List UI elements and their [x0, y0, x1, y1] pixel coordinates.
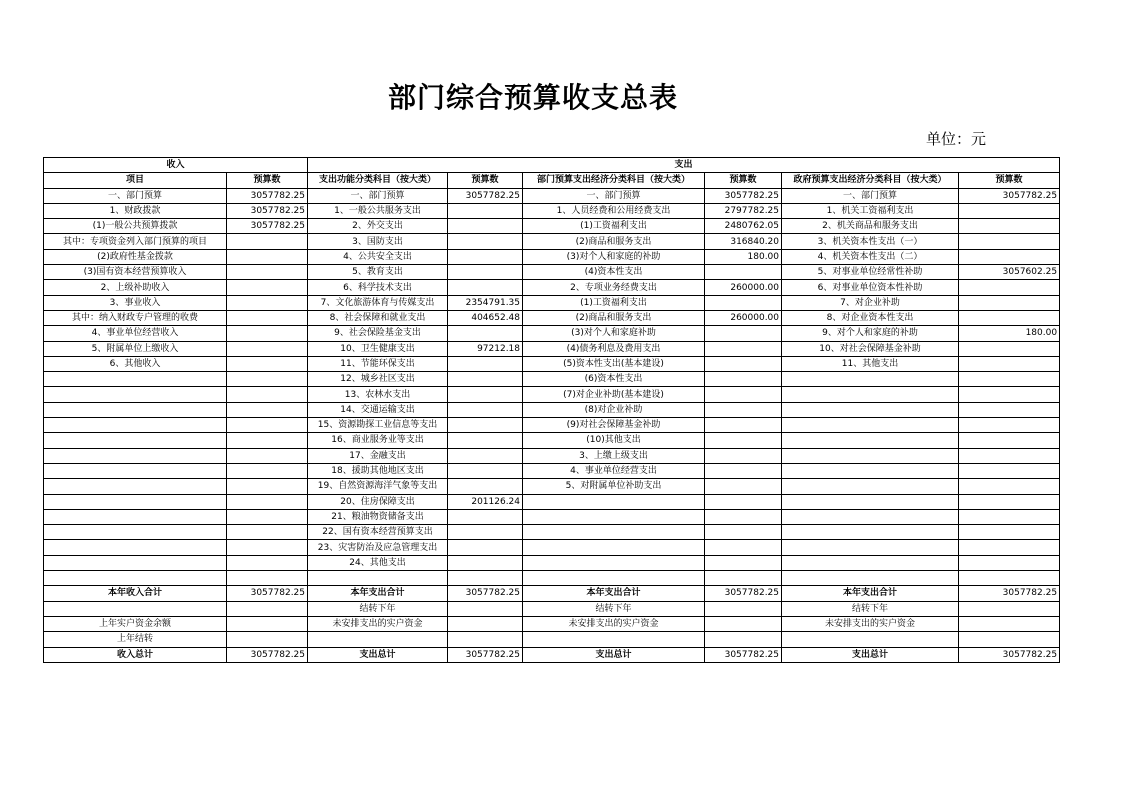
- income-budget-cell: [227, 479, 308, 494]
- dept-econ-item-cell: [523, 555, 705, 570]
- dept-econ-item-cell: 2、专项业务经费支出: [523, 280, 705, 295]
- table-row: [44, 295, 1060, 310]
- col-header-gov-econ-class: 政府预算支出经济分类科目（按大类）: [782, 173, 959, 188]
- dept-econ-item-cell: 5、对附属单位补助支出: [523, 479, 705, 494]
- dept-econ-budget-cell: [705, 418, 782, 433]
- income-item-cell: (2)政府性基金拨款: [44, 249, 227, 264]
- dept-econ-item-cell: (4)资本性支出: [523, 265, 705, 280]
- function-class-budget-cell: 3057782.25: [448, 188, 523, 203]
- dept-econ-budget-cell: [705, 601, 782, 616]
- dept-econ-item-cell: (10)其他支出: [523, 433, 705, 448]
- function-class-item-cell: 10、卫生健康支出: [308, 341, 448, 356]
- table-row: [44, 188, 1060, 203]
- income-budget-cell: [227, 571, 308, 586]
- gov-econ-item-cell: 1、机关工资福利支出: [782, 203, 959, 218]
- income-item-cell: [44, 433, 227, 448]
- gov-econ-budget-cell: [959, 632, 1060, 647]
- income-item-cell: [44, 387, 227, 402]
- dept-econ-budget-cell: [705, 540, 782, 555]
- dept-econ-item-cell: 未安排支出的实户资金: [523, 616, 705, 631]
- function-class-budget-cell: [448, 616, 523, 631]
- dept-econ-budget-cell: [705, 356, 782, 371]
- function-class-budget-cell: 3057782.25: [448, 647, 523, 662]
- function-class-item-cell: 16、商业服务业等支出: [308, 433, 448, 448]
- income-item-cell: [44, 540, 227, 555]
- dept-econ-budget-cell: [705, 402, 782, 417]
- income-item-cell: (1)一般公共预算拨款: [44, 219, 227, 234]
- dept-econ-item-cell: 一、部门预算: [523, 188, 705, 203]
- dept-econ-item-cell: [523, 525, 705, 540]
- table-row: [44, 479, 1060, 494]
- function-class-budget-cell: 97212.18: [448, 341, 523, 356]
- table-row: [44, 219, 1060, 234]
- gov-econ-budget-cell: [959, 310, 1060, 325]
- gov-econ-budget-cell: [959, 219, 1060, 234]
- gov-econ-item-cell: [782, 463, 959, 478]
- dept-econ-budget-cell: [705, 632, 782, 647]
- function-class-item-cell: 12、城乡社区支出: [308, 372, 448, 387]
- function-class-budget-cell: [448, 601, 523, 616]
- gov-econ-budget-cell: [959, 601, 1060, 616]
- col-header-budget: 预算数: [227, 173, 308, 188]
- dept-econ-item-cell: (3)对个人和家庭的补助: [523, 249, 705, 264]
- gov-econ-item-cell: [782, 555, 959, 570]
- income-budget-cell: [227, 509, 308, 524]
- income-budget-cell: [227, 265, 308, 280]
- dept-econ-budget-cell: [705, 571, 782, 586]
- dept-econ-budget-cell: 3057782.25: [705, 188, 782, 203]
- carry-forward-row: [44, 601, 1060, 616]
- table-row: [44, 402, 1060, 417]
- dept-econ-item-cell: [523, 509, 705, 524]
- function-class-budget-cell: 3057782.25: [448, 586, 523, 601]
- income-item-cell: 一、部门预算: [44, 188, 227, 203]
- income-item-cell: [44, 525, 227, 540]
- function-class-budget-cell: [448, 249, 523, 264]
- gov-econ-budget-cell: [959, 372, 1060, 387]
- table-row: [44, 326, 1060, 341]
- income-item-cell: [44, 418, 227, 433]
- function-class-item-cell: 13、农林水支出: [308, 387, 448, 402]
- gov-econ-budget-cell: [959, 448, 1060, 463]
- function-class-item-cell: 21、粮油物资储备支出: [308, 509, 448, 524]
- dept-econ-item-cell: [523, 540, 705, 555]
- income-budget-cell: 3057782.25: [227, 219, 308, 234]
- gov-econ-item-cell: 8、对企业资本性支出: [782, 310, 959, 325]
- income-budget-cell: 3057782.25: [227, 647, 308, 662]
- gov-econ-item-cell: 5、对事业单位经常性补助: [782, 265, 959, 280]
- table-row: [44, 494, 1060, 509]
- dept-econ-budget-cell: 260000.00: [705, 310, 782, 325]
- function-class-budget-cell: [448, 265, 523, 280]
- income-item-cell: [44, 402, 227, 417]
- gov-econ-budget-cell: [959, 525, 1060, 540]
- expense-header: 支出: [308, 158, 1060, 173]
- table-row: [44, 341, 1060, 356]
- dept-econ-budget-cell: [705, 479, 782, 494]
- page-title: 部门综合预算收支总表: [387, 81, 678, 114]
- dept-econ-item-cell: (1)工资福利支出: [523, 219, 705, 234]
- function-class-budget-cell: 201126.24: [448, 494, 523, 509]
- dept-econ-budget-cell: [705, 448, 782, 463]
- income-budget-cell: [227, 418, 308, 433]
- gov-econ-item-cell: 10、对社会保障基金补助: [782, 341, 959, 356]
- function-class-item-cell: 7、文化旅游体育与传媒支出: [308, 295, 448, 310]
- function-class-item-cell: [308, 632, 448, 647]
- dept-econ-item-cell: 本年支出合计: [523, 586, 705, 601]
- income-item-cell: 6、其他收入: [44, 356, 227, 371]
- prior-carry-row: [44, 632, 1060, 647]
- income-budget-cell: 3057782.25: [227, 586, 308, 601]
- function-class-budget-cell: [448, 509, 523, 524]
- gov-econ-budget-cell: [959, 356, 1060, 371]
- gov-econ-item-cell: [782, 525, 959, 540]
- prior-balance-row: [44, 616, 1060, 631]
- income-budget-cell: [227, 540, 308, 555]
- dept-econ-item-cell: 4、事业单位经营支出: [523, 463, 705, 478]
- function-class-item-cell: 5、教育支出: [308, 265, 448, 280]
- dept-econ-item-cell: (8)对企业补助: [523, 402, 705, 417]
- function-class-budget-cell: [448, 372, 523, 387]
- income-item-cell: (3)国有资本经营预算收入: [44, 265, 227, 280]
- function-class-item-cell: 20、住房保障支出: [308, 494, 448, 509]
- dept-econ-budget-cell: [705, 433, 782, 448]
- table-row: [44, 555, 1060, 570]
- function-class-item-cell: 一、部门预算: [308, 188, 448, 203]
- income-budget-cell: [227, 387, 308, 402]
- function-class-item-cell: 未安排支出的实户资金: [308, 616, 448, 631]
- col-header-budget: 预算数: [705, 173, 782, 188]
- dept-econ-item-cell: [523, 632, 705, 647]
- gov-econ-budget-cell: 3057782.25: [959, 188, 1060, 203]
- function-class-item-cell: 2、外交支出: [308, 219, 448, 234]
- dept-econ-budget-cell: [705, 555, 782, 570]
- col-header-budget: 预算数: [959, 173, 1060, 188]
- gov-econ-budget-cell: 3057602.25: [959, 265, 1060, 280]
- dept-econ-budget-cell: 3057782.25: [705, 586, 782, 601]
- function-class-item-cell: 3、国防支出: [308, 234, 448, 249]
- income-item-cell: 收入总计: [44, 647, 227, 662]
- function-class-budget-cell: [448, 280, 523, 295]
- dept-econ-budget-cell: [705, 463, 782, 478]
- gov-econ-item-cell: 7、对企业补助: [782, 295, 959, 310]
- table-row: [44, 280, 1060, 295]
- gov-econ-item-cell: 一、部门预算: [782, 188, 959, 203]
- function-class-budget-cell: [448, 234, 523, 249]
- function-class-item-cell: 8、社会保障和就业支出: [308, 310, 448, 325]
- income-budget-cell: [227, 601, 308, 616]
- function-class-item-cell: 18、援助其他地区支出: [308, 463, 448, 478]
- dept-econ-item-cell: (1)工资福利支出: [523, 295, 705, 310]
- function-class-budget-cell: [448, 555, 523, 570]
- income-item-cell: 1、财政拨款: [44, 203, 227, 218]
- function-class-budget-cell: [448, 387, 523, 402]
- income-budget-cell: [227, 295, 308, 310]
- function-class-budget-cell: [448, 326, 523, 341]
- function-class-item-cell: 本年支出合计: [308, 586, 448, 601]
- table-row: [44, 265, 1060, 280]
- gov-econ-item-cell: 本年支出合计: [782, 586, 959, 601]
- function-class-item-cell: [308, 571, 448, 586]
- dept-econ-budget-cell: [705, 525, 782, 540]
- function-class-budget-cell: [448, 203, 523, 218]
- income-budget-cell: [227, 555, 308, 570]
- gov-econ-item-cell: 11、其他支出: [782, 356, 959, 371]
- income-budget-cell: [227, 280, 308, 295]
- function-class-item-cell: 支出总计: [308, 647, 448, 662]
- gov-econ-budget-cell: [959, 494, 1060, 509]
- gov-econ-budget-cell: [959, 463, 1060, 478]
- function-class-item-cell: 11、节能环保支出: [308, 356, 448, 371]
- income-budget-cell: [227, 372, 308, 387]
- gov-econ-item-cell: [782, 571, 959, 586]
- dept-econ-item-cell: (5)资本性支出(基本建设): [523, 356, 705, 371]
- table-row: [44, 372, 1060, 387]
- income-item-cell: [44, 601, 227, 616]
- table-row: [44, 418, 1060, 433]
- table-row: [44, 509, 1060, 524]
- function-class-item-cell: 15、资源勘探工业信息等支出: [308, 418, 448, 433]
- function-class-budget-cell: [448, 571, 523, 586]
- table-row: [44, 387, 1060, 402]
- income-item-cell: 4、事业单位经营收入: [44, 326, 227, 341]
- income-item-cell: [44, 494, 227, 509]
- function-class-budget-cell: 404652.48: [448, 310, 523, 325]
- dept-econ-budget-cell: 260000.00: [705, 280, 782, 295]
- gov-econ-item-cell: [782, 372, 959, 387]
- income-item-cell: 其中：纳入财政专户管理的收费: [44, 310, 227, 325]
- gov-econ-item-cell: [782, 479, 959, 494]
- budget-table: [43, 157, 1060, 663]
- gov-econ-budget-cell: [959, 280, 1060, 295]
- income-item-cell: [44, 509, 227, 524]
- income-item-cell: 2、上级补助收入: [44, 280, 227, 295]
- dept-econ-item-cell: (7)对企业补助(基本建设): [523, 387, 705, 402]
- function-class-budget-cell: [448, 219, 523, 234]
- function-class-item-cell: 1、一般公共服务支出: [308, 203, 448, 218]
- dept-econ-item-cell: (2)商品和服务支出: [523, 310, 705, 325]
- income-item-cell: 3、事业收入: [44, 295, 227, 310]
- dept-econ-budget-cell: 3057782.25: [705, 647, 782, 662]
- gov-econ-budget-cell: [959, 402, 1060, 417]
- function-class-budget-cell: [448, 479, 523, 494]
- dept-econ-item-cell: [523, 571, 705, 586]
- gov-econ-item-cell: 支出总计: [782, 647, 959, 662]
- function-class-item-cell: 24、其他支出: [308, 555, 448, 570]
- income-budget-cell: [227, 494, 308, 509]
- dept-econ-budget-cell: [705, 509, 782, 524]
- gov-econ-item-cell: [782, 494, 959, 509]
- gov-econ-budget-cell: [959, 418, 1060, 433]
- col-header-dept-econ-class: 部门预算支出经济分类科目（按大类）: [523, 173, 705, 188]
- income-budget-cell: [227, 616, 308, 631]
- col-header-budget: 预算数: [448, 173, 523, 188]
- income-item-cell: [44, 555, 227, 570]
- income-budget-cell: [227, 448, 308, 463]
- income-budget-cell: [227, 632, 308, 647]
- gov-econ-item-cell: [782, 402, 959, 417]
- gov-econ-item-cell: [782, 632, 959, 647]
- function-class-budget-cell: [448, 448, 523, 463]
- dept-econ-budget-cell: [705, 326, 782, 341]
- section-header-row: [44, 158, 1060, 173]
- function-class-budget-cell: [448, 632, 523, 647]
- table-row: [44, 540, 1060, 555]
- gov-econ-budget-cell: [959, 341, 1060, 356]
- dept-econ-item-cell: (3)对个人和家庭补助: [523, 326, 705, 341]
- income-budget-cell: [227, 341, 308, 356]
- income-item-cell: [44, 479, 227, 494]
- dept-econ-budget-cell: [705, 494, 782, 509]
- income-budget-cell: [227, 402, 308, 417]
- grand-total-row: [44, 647, 1060, 662]
- column-header-row: [44, 173, 1060, 188]
- income-budget-cell: [227, 326, 308, 341]
- dept-econ-budget-cell: [705, 295, 782, 310]
- function-class-item-cell: 22、国有资本经营预算支出: [308, 525, 448, 540]
- dept-econ-item-cell: 1、人员经费和公用经费支出: [523, 203, 705, 218]
- table-row: [44, 203, 1060, 218]
- function-class-budget-cell: [448, 433, 523, 448]
- income-item-cell: 本年收入合计: [44, 586, 227, 601]
- table-row: [44, 249, 1060, 264]
- income-budget-cell: [227, 525, 308, 540]
- gov-econ-budget-cell: [959, 295, 1060, 310]
- income-budget-cell: [227, 433, 308, 448]
- dept-econ-budget-cell: [705, 265, 782, 280]
- gov-econ-item-cell: [782, 418, 959, 433]
- income-budget-cell: [227, 310, 308, 325]
- gov-econ-budget-cell: [959, 203, 1060, 218]
- gov-econ-item-cell: 6、对事业单位资本性补助: [782, 280, 959, 295]
- col-header-function-class: 支出功能分类科目（按大类）: [308, 173, 448, 188]
- function-class-item-cell: 4、公共安全支出: [308, 249, 448, 264]
- gov-econ-item-cell: 4、机关资本性支出（二）: [782, 249, 959, 264]
- function-class-budget-cell: [448, 356, 523, 371]
- function-class-item-cell: 结转下年: [308, 601, 448, 616]
- function-class-item-cell: 14、交通运输支出: [308, 402, 448, 417]
- dept-econ-item-cell: 支出总计: [523, 647, 705, 662]
- function-class-budget-cell: [448, 418, 523, 433]
- table-row: [44, 463, 1060, 478]
- income-item-cell: [44, 448, 227, 463]
- function-class-budget-cell: [448, 525, 523, 540]
- function-class-item-cell: 17、金融支出: [308, 448, 448, 463]
- income-budget-cell: 3057782.25: [227, 203, 308, 218]
- function-class-budget-cell: [448, 540, 523, 555]
- function-class-item-cell: 6、科学技术支出: [308, 280, 448, 295]
- year-total-row: [44, 586, 1060, 601]
- gov-econ-item-cell: [782, 540, 959, 555]
- function-class-budget-cell: [448, 463, 523, 478]
- gov-econ-budget-cell: 3057782.25: [959, 647, 1060, 662]
- gov-econ-budget-cell: [959, 234, 1060, 249]
- income-item-cell: 5、附属单位上缴收入: [44, 341, 227, 356]
- dept-econ-item-cell: (6)资本性支出: [523, 372, 705, 387]
- gov-econ-budget-cell: [959, 387, 1060, 402]
- dept-econ-budget-cell: [705, 616, 782, 631]
- table-row: [44, 448, 1060, 463]
- gov-econ-item-cell: 未安排支出的实户资金: [782, 616, 959, 631]
- gov-econ-budget-cell: [959, 509, 1060, 524]
- function-class-item-cell: 23、灾害防治及应急管理支出: [308, 540, 448, 555]
- gov-econ-budget-cell: [959, 540, 1060, 555]
- income-item-cell: 上年实户资金余额: [44, 616, 227, 631]
- dept-econ-item-cell: 3、上缴上级支出: [523, 448, 705, 463]
- dept-econ-budget-cell: 2480762.05: [705, 219, 782, 234]
- income-budget-cell: [227, 234, 308, 249]
- function-class-budget-cell: [448, 402, 523, 417]
- gov-econ-item-cell: [782, 509, 959, 524]
- dept-econ-budget-cell: 2797782.25: [705, 203, 782, 218]
- income-budget-cell: [227, 356, 308, 371]
- gov-econ-item-cell: [782, 387, 959, 402]
- dept-econ-budget-cell: [705, 341, 782, 356]
- gov-econ-budget-cell: [959, 433, 1060, 448]
- dept-econ-budget-cell: [705, 372, 782, 387]
- function-class-item-cell: 19、自然资源海洋气象等支出: [308, 479, 448, 494]
- gov-econ-item-cell: [782, 433, 959, 448]
- table-row: [44, 433, 1060, 448]
- table-row: [44, 234, 1060, 249]
- table-row: [44, 356, 1060, 371]
- table-row: [44, 310, 1060, 325]
- gov-econ-item-cell: 9、对个人和家庭的补助: [782, 326, 959, 341]
- dept-econ-item-cell: [523, 494, 705, 509]
- gov-econ-budget-cell: [959, 616, 1060, 631]
- gov-econ-item-cell: [782, 448, 959, 463]
- income-budget-cell: [227, 249, 308, 264]
- dept-econ-budget-cell: [705, 387, 782, 402]
- function-class-item-cell: 9、社会保险基金支出: [308, 326, 448, 341]
- income-item-cell: [44, 372, 227, 387]
- dept-econ-item-cell: (9)对社会保障基金补助: [523, 418, 705, 433]
- gov-econ-budget-cell: 3057782.25: [959, 586, 1060, 601]
- gov-econ-budget-cell: [959, 571, 1060, 586]
- income-budget-cell: [227, 463, 308, 478]
- income-item-cell: 上年结转: [44, 632, 227, 647]
- income-budget-cell: 3057782.25: [227, 188, 308, 203]
- dept-econ-item-cell: 结转下年: [523, 601, 705, 616]
- income-item-cell: [44, 463, 227, 478]
- dept-econ-budget-cell: 316840.20: [705, 234, 782, 249]
- dept-econ-item-cell: (4)债务利息及费用支出: [523, 341, 705, 356]
- dept-econ-item-cell: (2)商品和服务支出: [523, 234, 705, 249]
- gov-econ-budget-cell: 180.00: [959, 326, 1060, 341]
- gov-econ-budget-cell: [959, 479, 1060, 494]
- unit-label: 单位：元: [926, 130, 987, 148]
- table-row: [44, 525, 1060, 540]
- income-header: 收入: [44, 158, 308, 173]
- gov-econ-item-cell: 3、机关资本性支出（一）: [782, 234, 959, 249]
- gov-econ-budget-cell: [959, 555, 1060, 570]
- col-header-item: 项目: [44, 173, 227, 188]
- gov-econ-budget-cell: [959, 249, 1060, 264]
- table-row: [44, 571, 1060, 586]
- income-item-cell: 其中：专项资金列入部门预算的项目: [44, 234, 227, 249]
- income-item-cell: [44, 571, 227, 586]
- dept-econ-budget-cell: 180.00: [705, 249, 782, 264]
- function-class-budget-cell: 2354791.35: [448, 295, 523, 310]
- gov-econ-item-cell: 2、机关商品和服务支出: [782, 219, 959, 234]
- gov-econ-item-cell: 结转下年: [782, 601, 959, 616]
